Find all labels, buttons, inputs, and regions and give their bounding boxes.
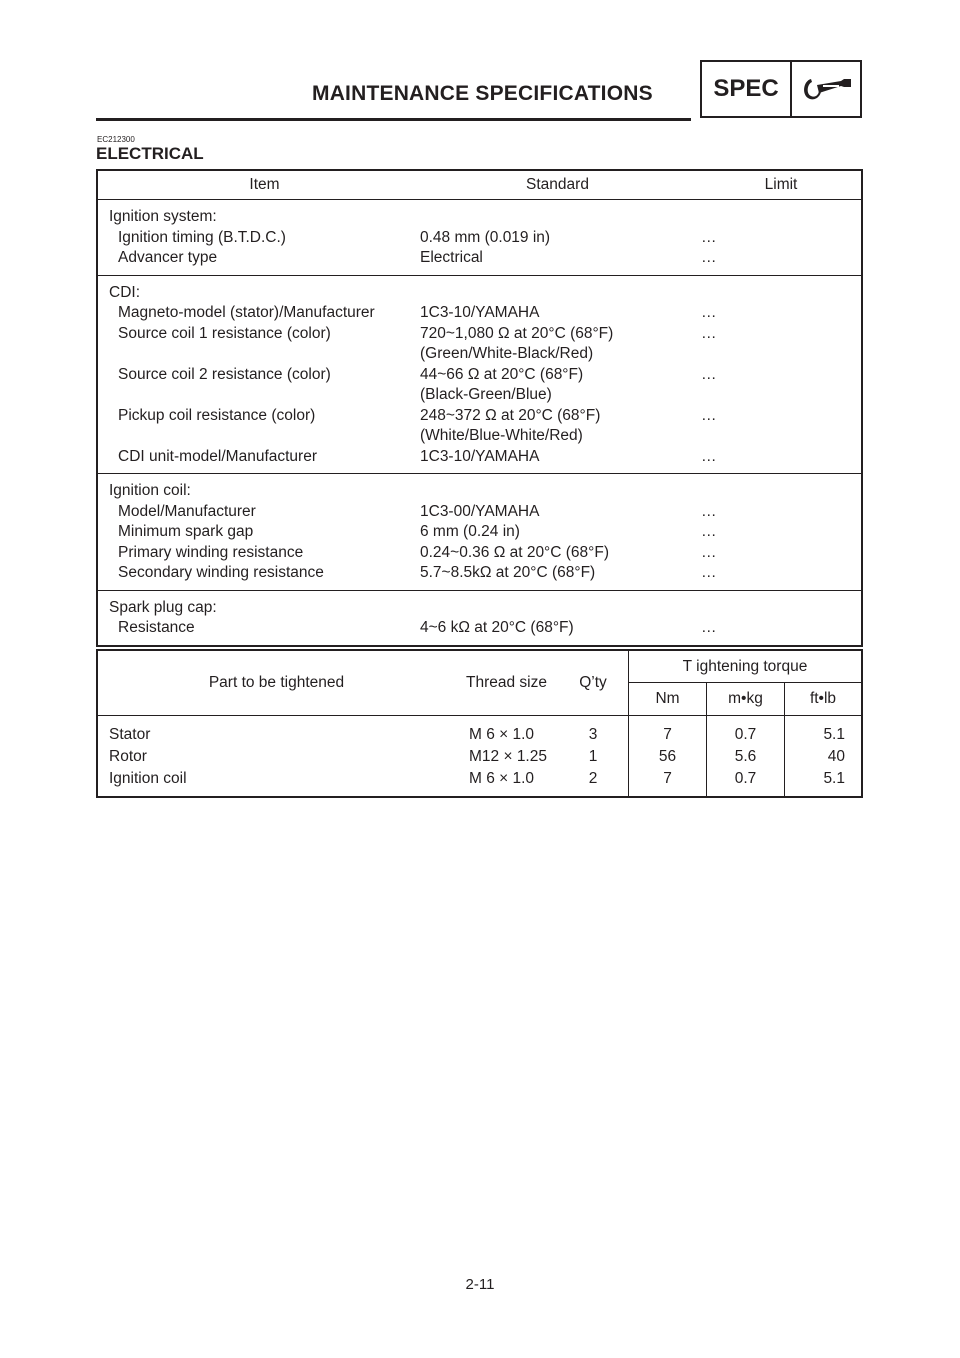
torque-col-part: [97, 716, 455, 798]
torque-ftlb: 40: [827, 748, 845, 765]
spec-item: Advancer type: [118, 249, 218, 266]
torque-ftlb: 5.1: [823, 770, 845, 787]
torque-col-nm: [629, 716, 707, 798]
spec-limit: …: [701, 523, 717, 540]
page-number: 2-11: [465, 1276, 495, 1293]
torque-part: Rotor: [109, 748, 147, 765]
spec-standard: Electrical: [420, 249, 483, 266]
spec-item: Source coil 1 resistance (color): [118, 324, 331, 342]
spec-limit: …: [701, 249, 717, 266]
torque-qty: 2: [588, 770, 598, 787]
spec-group-row: [97, 590, 862, 646]
column-header-mkg: m•kg: [707, 683, 785, 716]
column-header-standard: Standard: [420, 170, 695, 200]
torque-qty: 3: [588, 726, 598, 743]
spec-item: Primary winding resistance: [118, 543, 304, 561]
page-title: MAINTENANCE SPECIFICATIONS: [312, 82, 653, 105]
header-rule: [96, 118, 691, 121]
item-cell: [97, 590, 420, 646]
spec-group-row: [97, 275, 862, 474]
column-header-limit: Limit: [695, 170, 862, 200]
spec-item: Magneto-model (stator)/Manufacturer: [118, 304, 375, 321]
spec-limit: …: [701, 564, 717, 581]
spec-label: SPEC: [702, 62, 792, 116]
spec-limit: …: [701, 365, 717, 383]
torque-table: [96, 649, 863, 798]
item-cell: [97, 275, 420, 474]
spec-item: Resistance: [118, 619, 195, 636]
standard-cell: [420, 275, 695, 474]
torque-qty: 1: [588, 748, 598, 765]
electrical-spec-table: [96, 169, 863, 647]
column-header-thread: Thread size: [455, 650, 558, 716]
spec-item: Secondary winding resistance: [118, 564, 324, 581]
standard-cell: [420, 200, 695, 276]
spec-limit: …: [701, 447, 717, 465]
column-header-item: Item: [97, 170, 420, 200]
column-header-ftlb: ft•lb: [785, 683, 863, 716]
spec-limit: …: [701, 228, 717, 246]
group-title: CDI:: [109, 283, 140, 301]
torque-thread: M12 × 1.25: [469, 748, 547, 765]
torque-thread: M 6 × 1.0: [469, 726, 535, 743]
spec-standard: 1C3-10/YAMAHA: [420, 447, 540, 465]
spacer: [701, 385, 861, 406]
spec-badge: [700, 60, 862, 118]
wrench-icon: [792, 62, 860, 116]
item-cell: [97, 474, 420, 591]
spec-standard: 0.24~0.36 Ω at 20°C (68°F): [420, 543, 609, 561]
table-header-row: [97, 170, 862, 200]
spec-item: Ignition timing (B.T.D.C.): [118, 228, 286, 246]
spec-standard: 248~372 Ω at 20°C (68°F): [420, 406, 601, 424]
spec-limit: …: [701, 304, 717, 321]
column-header-part: Part to be tightened: [97, 650, 455, 716]
item-cell: [97, 200, 420, 276]
spec-limit: …: [701, 502, 717, 520]
limit-cell: [695, 590, 862, 646]
spec-standard: 6 mm (0.24 in): [420, 523, 520, 540]
torque-col-mkg: [707, 716, 785, 798]
torque-rows: [97, 716, 862, 798]
standard-cell: [420, 474, 695, 591]
torque-mkg: 0.7: [734, 770, 757, 787]
torque-part: Ignition coil: [109, 770, 187, 787]
column-header-torque: T ightening torque: [629, 650, 863, 683]
spec-limit: …: [701, 619, 717, 636]
spec-item: Minimum spark gap: [118, 523, 254, 540]
spacer: [701, 207, 861, 228]
spacer: [109, 385, 420, 406]
torque-mkg: 5.6: [734, 748, 757, 765]
spacer: [701, 481, 861, 502]
spec-standard: (White/Blue-White/Red): [420, 427, 583, 444]
spec-group-row: [97, 200, 862, 276]
spec-standard: 720~1,080 Ω at 20°C (68°F): [420, 324, 614, 342]
torque-nm: 56: [658, 748, 677, 765]
spacer: [701, 426, 861, 447]
spec-standard: 5.7~8.5kΩ at 20°C (68°F): [420, 564, 596, 581]
spacer: [420, 283, 695, 304]
torque-col-ftlb: [785, 716, 863, 798]
torque-col-qty: [558, 716, 629, 798]
group-title: Ignition system:: [109, 208, 217, 225]
limit-cell: [695, 275, 862, 474]
spec-limit: …: [701, 324, 717, 342]
spec-standard: 44~66 Ω at 20°C (68°F): [420, 365, 584, 383]
standard-cell: [420, 590, 695, 646]
group-title: Ignition coil:: [109, 482, 191, 499]
spec-standard: (Black-Green/Blue): [420, 386, 552, 403]
spec-standard: 4~6 kΩ at 20°C (68°F): [420, 619, 574, 636]
torque-nm: 7: [663, 770, 672, 787]
spacer: [109, 426, 420, 447]
spec-limit: …: [701, 406, 717, 424]
spacer: [420, 481, 695, 502]
spec-group-row: [97, 474, 862, 591]
group-title: Spark plug cap:: [109, 598, 217, 616]
spacer: [701, 283, 861, 304]
torque-ftlb: 5.1: [823, 726, 845, 743]
limit-cell: [695, 200, 862, 276]
spacer: [109, 344, 420, 365]
spacer: [701, 598, 861, 619]
column-header-nm: Nm: [629, 683, 707, 716]
spec-standard: 0.48 mm (0.019 in): [420, 228, 551, 246]
section-code: EC212300: [97, 135, 135, 144]
torque-thread: M 6 × 1.0: [469, 770, 535, 787]
spec-limit: …: [701, 543, 717, 561]
spacer: [420, 598, 695, 619]
torque-mkg: 0.7: [734, 726, 757, 743]
spec-standard: 1C3-10/YAMAHA: [420, 304, 540, 321]
spec-item: Source coil 2 resistance (color): [118, 365, 331, 383]
spacer: [420, 207, 695, 228]
spacer: [701, 344, 861, 365]
spec-item: CDI unit-model/Manufacturer: [118, 447, 317, 465]
torque-nm: 7: [663, 726, 672, 743]
section-title: ELECTRICAL: [96, 144, 204, 163]
column-header-qty: Q’ty: [558, 650, 629, 716]
spec-standard: (Green/White-Black/Red): [420, 345, 594, 362]
torque-col-thread: [455, 716, 558, 798]
spec-standard: 1C3-00/YAMAHA: [420, 502, 540, 520]
limit-cell: [695, 474, 862, 591]
torque-part: Stator: [109, 726, 151, 743]
spec-item: Model/Manufacturer: [118, 502, 256, 520]
spec-item: Pickup coil resistance (color): [118, 406, 316, 424]
